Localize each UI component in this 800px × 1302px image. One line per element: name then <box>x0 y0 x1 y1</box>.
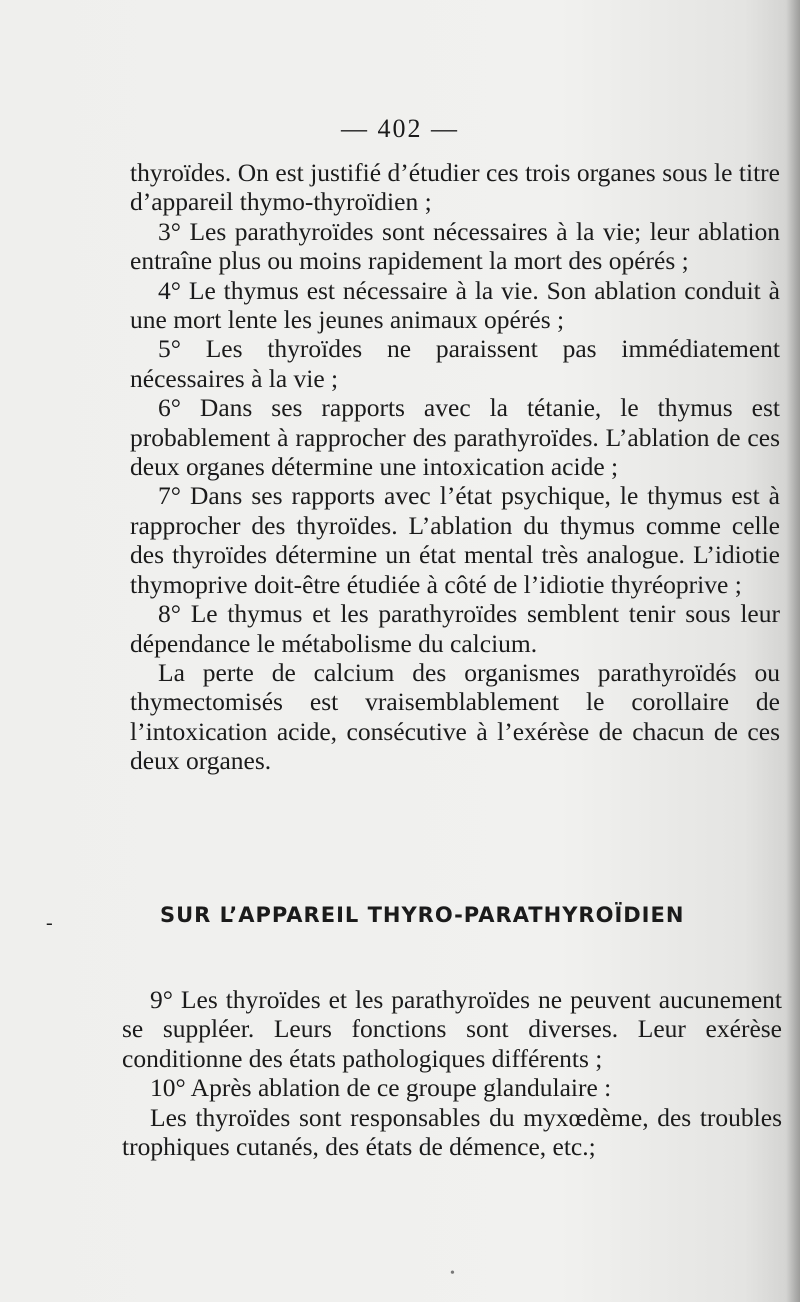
page-edge-shadow <box>786 0 800 1302</box>
paragraph-item-7: 7° Dans ses rapports avec l’état psychique, le thymus est à rapprocher des thyroïdes. L’ablation du thymus comme celle des thyroïdes détermine un état mental très analogue. L’idiotie thymoprive doit-être étudiée à côté de l’idiotie thyréoprive ; <box>130 481 780 599</box>
ink-speck: • <box>450 1266 455 1281</box>
paragraph-item-10: 10° Après ablation de ce groupe glandulaire : <box>150 1073 612 1103</box>
paragraph-item-4: 4° Le thymus est nécessaire à la vie. Son ablation conduit à une mort lente les jeunes animaux opérés ; <box>130 275 780 335</box>
paragraph-thyroides: Les thyroïdes sont responsables du myxœdème, des troubles trophiques cutanés, des états de démence, etc.; <box>122 1102 782 1162</box>
body-text-lower <box>122 985 782 1161</box>
paragraph-calcium: La perte de calcium des organismes parathyroïdés ou thymectomisés est vraisemblablement le corollaire de l’intoxication acide, consécutive à l’exérèse de chacun de ces deux organes. <box>130 657 780 776</box>
paragraph-item-8: 8° Le thymus et les parathyroïdes semblent tenir sous leur dépendance le métabolisme du calcium. <box>130 599 780 658</box>
body-text-upper <box>130 158 780 776</box>
page-number: — 402 — <box>341 114 459 143</box>
paragraph-item-9: 9° Les thyroïdes et les parathyroïdes ne peuvent aucunement se suppléer. Leurs fonctions sont diverses. Leur exérèse conditionne des états pathologiques différents ; <box>122 985 782 1073</box>
paragraph-item-3: 3° Les parathyroïdes sont nécessaires à la vie; leur ablation entraîne plus ou moins rapidement la mort des opérés ; <box>130 216 780 276</box>
paragraph-item-6: 6° Dans ses rapports avec la tétanie, le thymus est probablement à rapprocher des parathyroïdes. L’ablation de ces deux organes détermine une intoxication acide ; <box>130 393 780 482</box>
paragraph-item-5: 5° Les thyroïdes ne paraissent pas immédiatement nécessaires à la vie ; <box>130 334 780 393</box>
margin-dash-mark: - <box>46 912 53 934</box>
section-heading: SUR L’APPAREIL THYRO-PARATHYROÏDIEN <box>160 903 685 927</box>
paragraph-continuation: thyroïdes. On est justifié d’étudier ces trois organes sous le titre d’appareil thymo-thyroïdien ; <box>130 158 780 217</box>
